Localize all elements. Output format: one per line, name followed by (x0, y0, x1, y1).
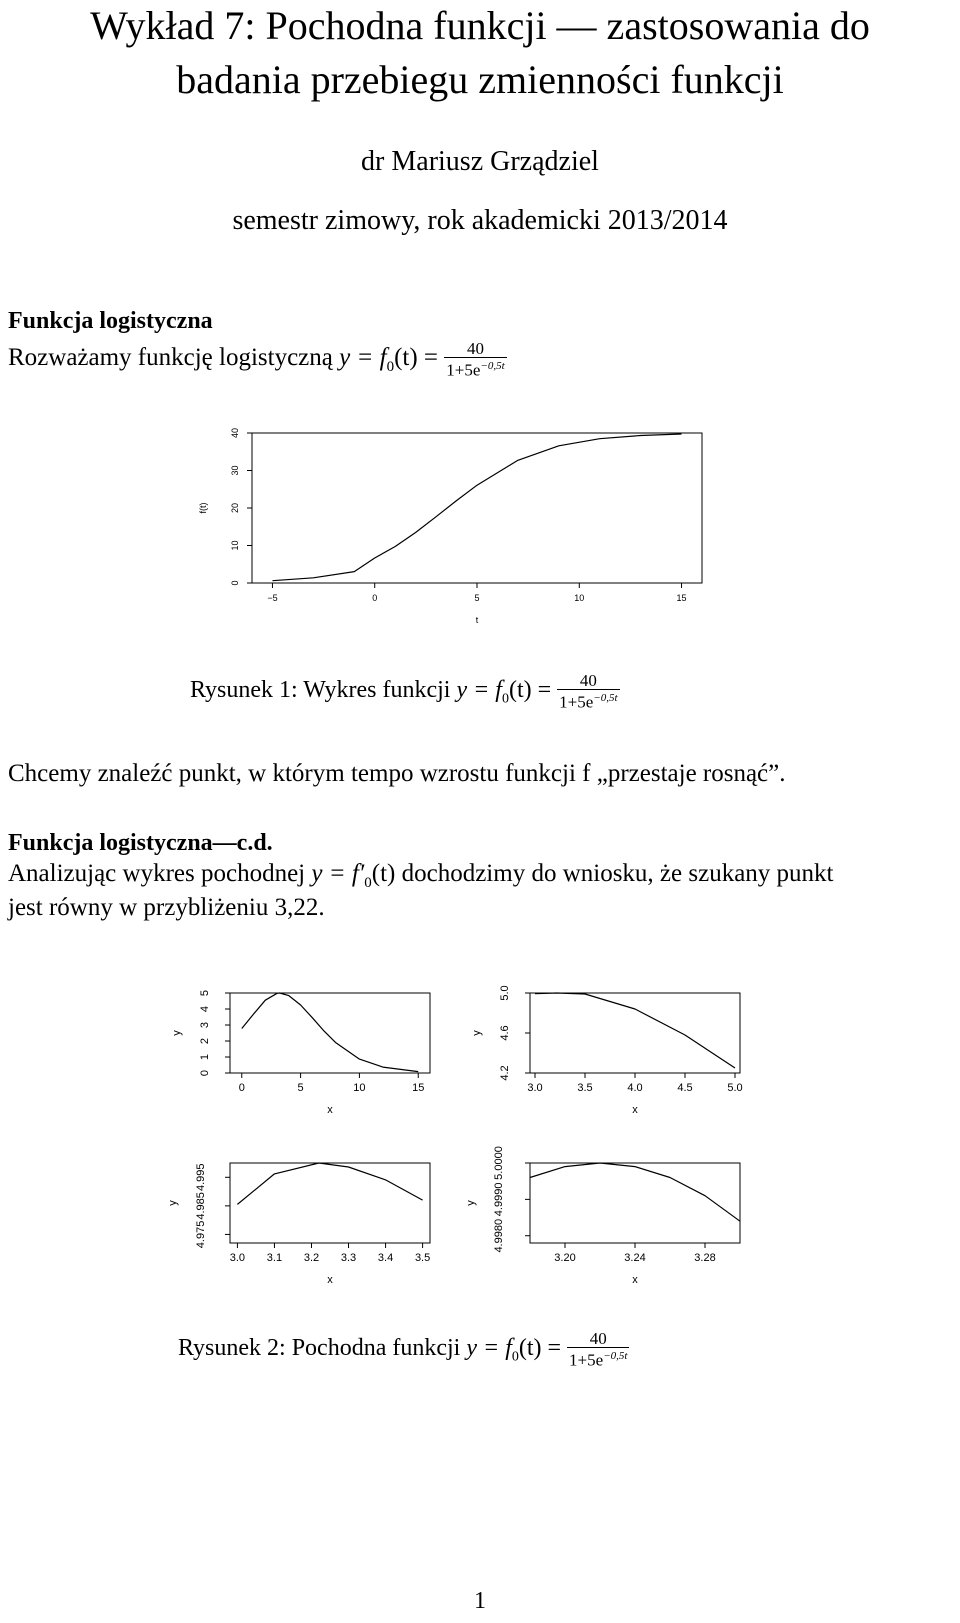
y-tick-label: 4.2 (499, 1065, 511, 1081)
x-axis-label: x (327, 1104, 333, 1116)
x-axis-label: x (632, 1104, 638, 1116)
y-axis-label: y (167, 1200, 179, 1206)
section-1-intro: Rozważamy funkcję logistyczną (8, 344, 333, 372)
author: dr Mariusz Grządziel (361, 146, 599, 177)
y-axis-label: f(t) (198, 502, 208, 514)
caption-2-formula-rest: (t) = (518, 1334, 562, 1361)
figure-2-caption (178, 1330, 629, 1369)
y-axis-label: y (171, 1030, 183, 1036)
y-tick-label: 4 (199, 1005, 211, 1013)
x-tick-label: 3.3 (340, 1252, 357, 1264)
formula-lhs: y = f (339, 344, 387, 372)
plot-frame (230, 1163, 430, 1243)
y-tick-label: 5 (199, 989, 211, 997)
figure-1-chart (190, 425, 710, 630)
caption-2-fraction (567, 1330, 629, 1369)
y-tick-label: 20 (230, 502, 240, 514)
figure-2-chart (150, 975, 790, 1295)
series-line (273, 434, 682, 581)
x-tick-label: 3.0 (229, 1252, 246, 1264)
x-tick-label: 0 (238, 1082, 245, 1094)
x-tick-label: 3.5 (577, 1082, 593, 1094)
series-line (237, 1163, 422, 1204)
caption-1-den-base: 1+5e (559, 692, 594, 712)
section-heading-1: Funkcja logistyczna (8, 308, 213, 334)
section-2-text-b: (t) dochodzimy do wniosku, że szukany punkt (371, 860, 834, 887)
y-axis-label: y (465, 1200, 477, 1206)
plot-frame (530, 1163, 740, 1243)
caption-1-fraction (557, 672, 619, 711)
section-2-line-2: jest równy w przybliżeniu 3,22. (8, 894, 325, 921)
caption-1-denominator (557, 689, 619, 711)
figure-2-panel-2 (471, 985, 743, 1116)
figure-2-panel-4 (465, 1146, 740, 1286)
x-tick-label: 15 (412, 1082, 425, 1094)
figure-2-panel-3 (167, 1163, 430, 1286)
x-tick-label: 3.24 (624, 1252, 646, 1264)
plot-frame (530, 993, 740, 1073)
caption-2-formula-sub: 0 (511, 1349, 519, 1365)
x-tick-label: 5.0 (727, 1082, 743, 1094)
paragraph-1: Chcemy znaleźć punkt, w którym tempo wzrostu funkcji f „przestaje rosnąć”. (8, 760, 786, 787)
y-tick-label: 0 (230, 580, 240, 586)
caption-2-den-exp: −0,5t (603, 1350, 628, 1362)
y-tick-label: 10 (230, 540, 240, 551)
section-2-formula: y = f′ (311, 860, 365, 887)
x-tick-label: 3.28 (694, 1252, 716, 1264)
x-tick-label: −5 (267, 593, 278, 603)
caption-2-numerator: 40 (589, 1329, 607, 1348)
plot-frame (230, 993, 430, 1073)
section-heading-2: Funkcja logistyczna—c.d. (8, 830, 273, 856)
figure-2-caption-prefix: Rysunek 2: Pochodna funkcji (178, 1334, 461, 1361)
section-2-line-1 (8, 860, 938, 892)
figure-1-plot (198, 428, 702, 625)
series-line (242, 993, 418, 1072)
formula-rest: (t) = (394, 344, 439, 372)
fraction-denominator (444, 357, 506, 379)
x-tick-label: 3.0 (527, 1082, 543, 1094)
y-tick-label: 0 (199, 1069, 211, 1077)
x-axis-label: x (632, 1274, 638, 1286)
x-tick-label: 10 (353, 1082, 366, 1094)
caption-2-den-base: 1+5e (569, 1350, 604, 1370)
x-axis-label: x (327, 1274, 333, 1286)
title-line-1: Wykład 7: Pochodna funkcji — zastosowania do (90, 3, 870, 48)
x-tick-label: 3.20 (554, 1252, 576, 1264)
y-tick-label: 30 (230, 465, 240, 476)
figure-1-caption-prefix: Rysunek 1: Wykres funkcji (190, 676, 451, 703)
x-tick-label: 3.1 (266, 1252, 283, 1264)
x-axis-label: t (475, 615, 479, 625)
y-tick-label: 4.9980 (493, 1218, 505, 1253)
semester: semestr zimowy, rok akademicki 2013/2014 (232, 205, 728, 236)
caption-1-numerator: 40 (579, 671, 597, 690)
y-tick-label: 4.995 (195, 1163, 207, 1192)
y-tick-label: 4.985 (195, 1192, 207, 1220)
y-tick-label: 4.6 (499, 1025, 511, 1041)
plot-frame (252, 433, 702, 583)
section-2-text-a: Analizując wykres pochodnej (8, 860, 306, 887)
y-tick-label: 4.975 (195, 1220, 207, 1249)
y-axis-label: y (471, 1030, 483, 1036)
x-tick-label: 5 (297, 1082, 304, 1094)
denominator-base: 1+5e (446, 360, 481, 380)
x-tick-label: 15 (676, 593, 687, 603)
x-tick-label: 4.5 (677, 1082, 693, 1094)
x-tick-label: 0 (372, 593, 378, 603)
x-tick-label: 4.0 (627, 1082, 643, 1094)
caption-1-formula-rest: (t) = (508, 676, 552, 703)
x-tick-label: 3.2 (303, 1252, 320, 1264)
y-tick-label: 2 (199, 1037, 211, 1045)
caption-2-formula-lhs: y = f (466, 1334, 512, 1361)
caption-1-formula-sub: 0 (501, 691, 509, 707)
formula-sub: 0 (386, 359, 395, 376)
series-line (530, 1163, 740, 1221)
caption-1-den-exp: −0,5t (593, 692, 618, 704)
formula-fraction (444, 340, 506, 379)
caption-2-denominator (567, 1347, 629, 1369)
y-tick-label: 5.0000 (493, 1146, 505, 1180)
x-tick-label: 3.5 (414, 1252, 431, 1264)
series-line (535, 993, 735, 1068)
y-tick-label: 1 (199, 1053, 211, 1061)
y-tick-label: 4.9990 (493, 1182, 505, 1217)
figure-1-caption (190, 672, 620, 711)
figure-2-panel-1 (171, 990, 430, 1116)
denominator-exponent: −0,5t (480, 360, 505, 372)
fraction-numerator: 40 (466, 339, 484, 358)
section-2-formula-sub: 0 (364, 875, 372, 891)
caption-1-formula-lhs: y = f (456, 676, 502, 703)
y-tick-label: 40 (230, 427, 240, 439)
y-tick-label: 5.0 (499, 985, 511, 1001)
page-number: 1 (474, 1588, 486, 1614)
title-line-2: badania przebiegu zmienności funkcji (176, 57, 784, 102)
x-tick-label: 10 (574, 593, 585, 603)
section-1-text (8, 340, 507, 379)
y-tick-label: 3 (199, 1021, 211, 1029)
x-tick-label: 3.4 (377, 1252, 394, 1264)
x-tick-label: 5 (474, 593, 480, 603)
